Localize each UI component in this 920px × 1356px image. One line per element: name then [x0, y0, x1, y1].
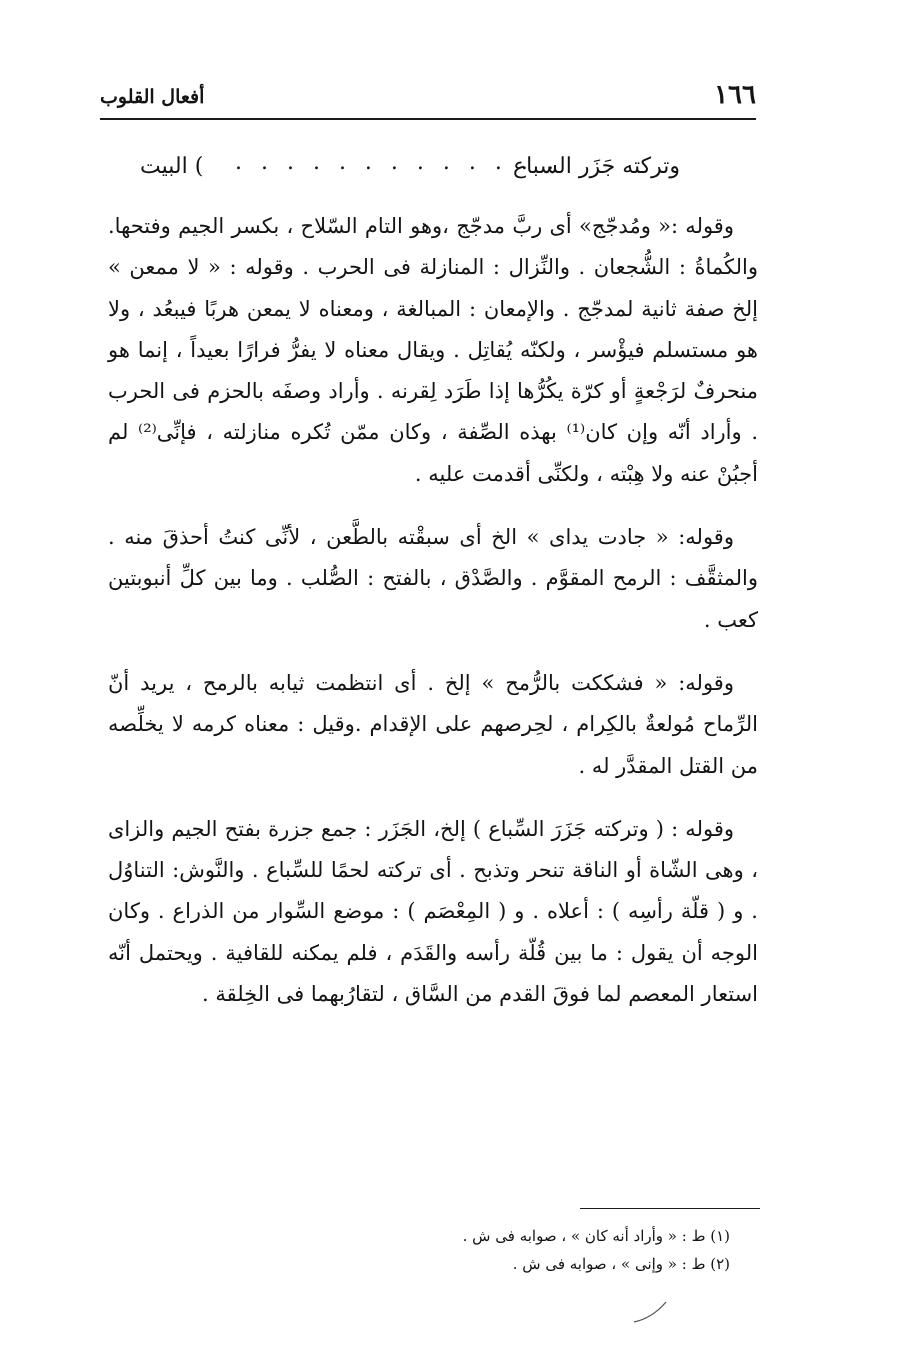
- paragraph: وقوله : ( وتركته جَزَرَ السِّباع ) إلخ، الجَزَر : جمع جزرة بفتح الجيم والزاى ، وهى الشّاة أو الناقة تنحر وتذبح . أى تركته لحمًا للسِّباع . والنَّوش: التناوُل . و ( قلّة رأسِه ) : أعلاه . و ( المِعْصَم ) : موضع السِّوار من الذراع . وكان الوجه أن يقول : ما بين قُلّة رأسه والقَدَم ، فلم يمكنه للقافية . ويحتمل أنّه استعار المعصم لما فوقَ القدم من السَّاق ، لتقارُبهما فى الخِلقة .: [108, 816, 758, 1007]
- verse-ellipsis: . . . . . . . . . . . . .: [235, 150, 560, 175]
- paragraph: وقوله: « جادت يداى » الخ أى سبقْته بالطَّعن ، لأنِّى كنتُ أحذقَ منه . والمثقَّف : الرمح المقوَّم . والصَّدْق ، بالفتح : الصُّلب . وما بين كلِّ أنبوبتين كعب .: [108, 525, 758, 632]
- running-head: أفعال القلوب: [100, 86, 205, 108]
- commentary-text: [108, 206, 758, 1015]
- pen-mark: [632, 1298, 672, 1324]
- verse-start: وتركته جَزَر السباع: [512, 154, 680, 179]
- footnote-1: (١) ط : « وأراد أنه كان » ، صوابه فى ش .: [462, 1227, 730, 1245]
- page-header: [100, 78, 756, 120]
- paragraph: وقوله: « فشككت بالرُّمح » إلخ . أى انتظمت ثيابه بالرمح ، يريد أنّ الرِّماح مُولعةٌ بالكِرام ، لحِرصهم على الإقدام .وقيل : معناه كرمه لا يخلِّصه من القتل المقدَّر له .: [108, 670, 758, 778]
- page-number: ١٦٦: [714, 80, 756, 110]
- footnotes: [380, 1222, 730, 1278]
- verse-line: [140, 150, 680, 196]
- paragraph: وقوله :« ومُدجّج» أى ربَّ مدجّج ،وهو التام السّلاح ، بكسر الجيم وفتحها. والكُماةُ : الشُّجعان . والنِّزال : المنازلة فى الحرب . وقوله : « لا ممعن » إلخ صفة ثانية لمدجّج . والإمعان : المبالغة ، ومعناه لا يمعن هربًا فيبعُد ، ولا هو مستسلم فيؤْسر ، ولكنّه يُقاتِل . ويقال معناه لا يفرُّ فرارًا بعيداً ، إنما هو منحرفٌ لرَجْعةٍ أو كرّة يكُرُّها إذا طَرَد لِقرنه . وأراد وصفَه بالحزم فى الحرب . وأراد أنّه وإن كان⁽¹⁾ بهذه الصِّفة ، وكان ممّن تُكره منازلته ، فإنِّى⁽²⁾ لم أجبُنْ عنه ولا هِبْته ، ولكنِّى أقدمت عليه .: [108, 214, 758, 486]
- footnote-divider: [580, 1208, 760, 1209]
- footnote-2: (٢) ط : « وإنى » ، صوابه فى ش .: [512, 1255, 730, 1273]
- verse-end: ) البيت: [140, 154, 204, 179]
